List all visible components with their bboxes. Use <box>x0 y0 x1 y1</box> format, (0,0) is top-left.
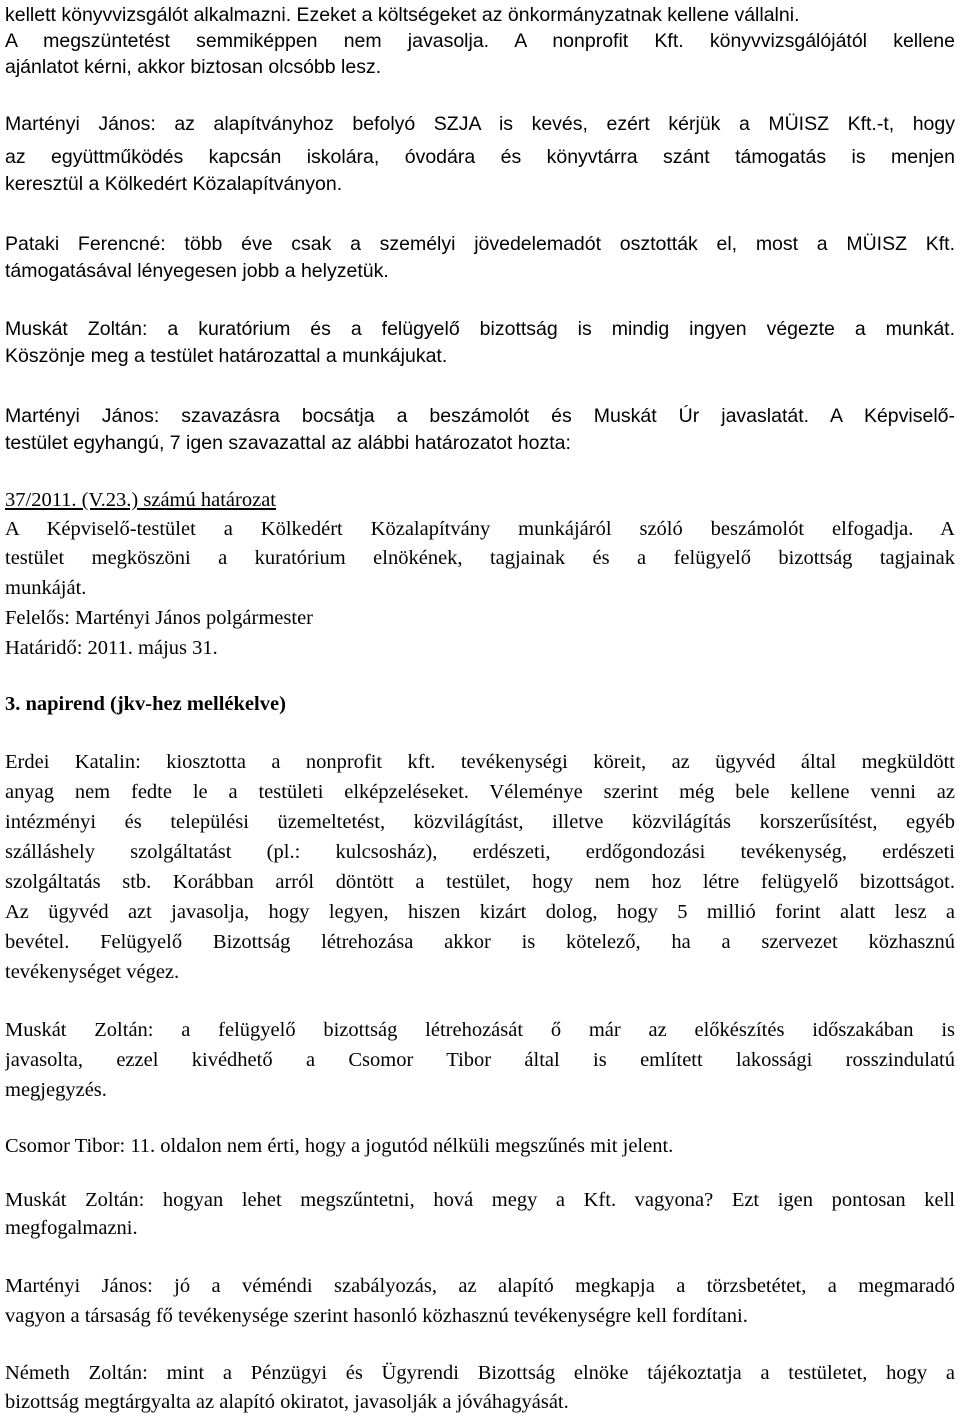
paragraph-line: az együttműködés kapcsán iskolára, óvodára és könyvtárra szánt támogatás is menjen <box>5 146 955 168</box>
paragraph-line: Felelős: Martényi János polgármester <box>5 607 314 629</box>
paragraph-line: megfogalmazni. <box>5 1217 138 1239</box>
paragraph-line: testület egyhangú, 7 igen szavazattal az alábbi határozatot hozta: <box>5 432 571 454</box>
paragraph-line: munkáját. <box>5 577 87 599</box>
paragraph-line: Martényi János: szavazásra bocsátja a beszámolót és Muskát Úr javaslatát. A Képviselő- <box>5 405 955 427</box>
paragraph-line: vagyon a társaság fő tevékenysége szerint hasonló közhasznú tevékenységre kell fordítani. <box>5 1305 748 1327</box>
paragraph-line: szolgáltatás stb. Korábban arról döntött a testület, hogy nem hoz létre felügyelő bizottságot. <box>5 871 955 893</box>
paragraph-line: Köszönje meg a testület határozattal a munkájukat. <box>5 345 448 367</box>
paragraph-line: anyag nem fedte le a testületi elképzeléseket. Véleménye szerint még bele kellene venni az <box>5 781 955 803</box>
paragraph-line: szálláshely szolgáltatást (pl.: kulcsosház), erdészeti, erdőgondozási tevékenység, erdészeti <box>5 841 955 863</box>
paragraph-line: Muskát Zoltán: hogyan lehet megszűntetni, hová megy a Kft. vagyona? Ezt igen pontosan kell <box>5 1189 955 1211</box>
paragraph-line: tevékenységet végez. <box>5 961 180 983</box>
paragraph-line: megjegyzés. <box>5 1079 107 1101</box>
paragraph-line: A megszüntetést semmiképpen nem javasolja. A nonprofit Kft. könyvvizsgálójától kellene <box>5 30 955 52</box>
paragraph-line: Csomor Tibor: 11. oldalon nem érti, hogy a jogutód nélküli megszűnés mit jelent. <box>5 1135 674 1157</box>
paragraph-line: Martényi János: az alapítványhoz befolyó SZJA is kevés, ezért kérjük a MÜISZ Kft.-t, hogy <box>5 113 955 135</box>
paragraph-line: Az ügyvéd azt javasolja, hogy legyen, hiszen kizárt dolog, hogy 5 millió forint alatt lesz a <box>5 901 955 923</box>
paragraph-line: Muskát Zoltán: a kuratórium és a felügyelő bizottság is mindig ingyen végezte a munkát. <box>5 318 955 340</box>
paragraph-line: Pataki Ferencné: több éve csak a személyi jövedelemadót osztották el, most a MÜISZ Kft. <box>5 233 955 255</box>
paragraph-line: ajánlatot kérni, akkor biztosan olcsóbb lesz. <box>5 56 382 78</box>
paragraph-line: bizottság megtárgyalta az alapító okiratot, javasolják a jóváhagyását. <box>5 1391 569 1413</box>
paragraph-line: intézményi és települési üzemeltetést, közvilágítást, illetve közvilágítás korszerűsítést, egyéb <box>5 811 955 833</box>
paragraph-line: Németh Zoltán: mint a Pénzügyi és Ügyrendi Bizottság elnöke tájékoztatja a testületet, hogy a <box>5 1362 955 1384</box>
paragraph-line: 3. napirend (jkv-hez mellékelve) <box>5 693 286 715</box>
paragraph-line: A Képviselő-testület a Kölkedért Közalapítvány munkájáról szóló beszámolót elfogadja. A <box>5 518 955 540</box>
paragraph-line: Erdei Katalin: kiosztotta a nonprofit kft. tevékenységi köreit, az ügyvéd által megküldött <box>5 751 955 773</box>
paragraph-line: Határidő: 2011. május 31. <box>5 637 218 659</box>
paragraph-line: Muskát Zoltán: a felügyelő bizottság létrehozását ő már az előkészítés időszakában is <box>5 1019 955 1041</box>
paragraph-line: keresztül a Kölkedért Közalapítványon. <box>5 173 343 195</box>
paragraph-line: bevétel. Felügyelő Bizottság létrehozása akkor is kötelező, ha a szervezet közhasznú <box>5 931 955 953</box>
paragraph-line: javasolta, ezzel kivédhető a Csomor Tibor által is említett lakossági rosszindulatú <box>5 1049 955 1071</box>
paragraph-line: testület megköszöni a kuratórium elnökének, tagjainak és a felügyelő bizottság tagjainak <box>5 547 955 569</box>
paragraph-line: kellett könyvvizsgálót alkalmazni. Ezeket a költségeket az önkormányzatnak kellene vállalni. <box>5 4 800 26</box>
paragraph-line: Martényi János: jó a véméndi szabályozás, az alapító megkapja a törzsbetétet, a megmaradó <box>5 1275 955 1297</box>
paragraph-line: 37/2011. (V.23.) számú határozat <box>5 489 276 511</box>
paragraph-line: támogatásával lényegesen jobb a helyzetük. <box>5 260 389 282</box>
